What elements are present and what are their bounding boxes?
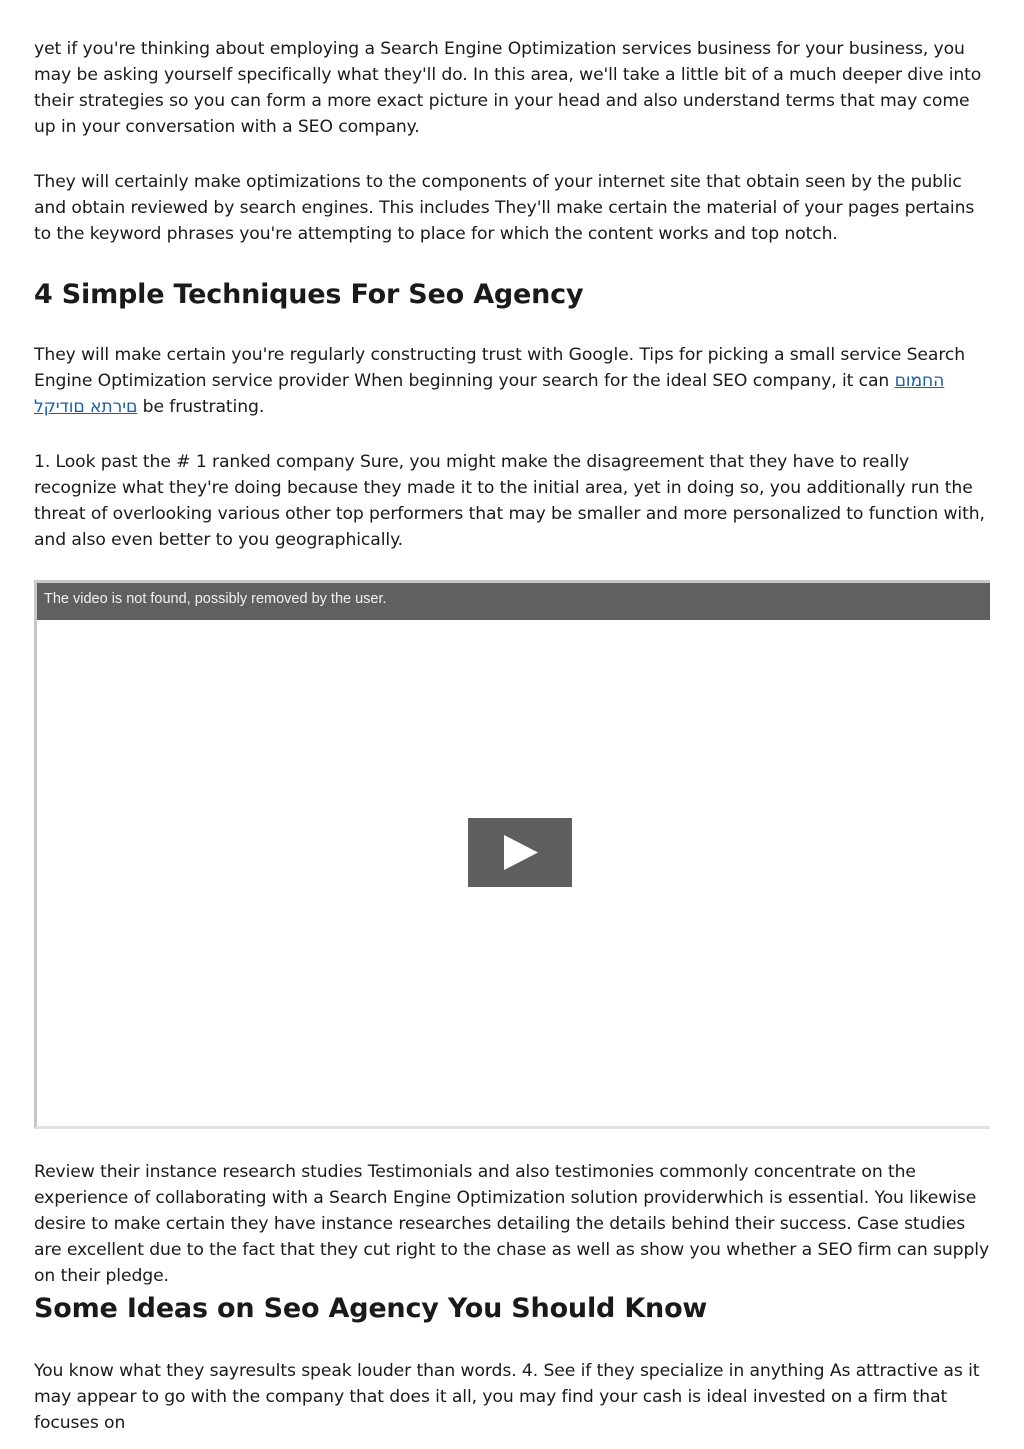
video-frame[interactable] [34,580,990,1129]
inline-link[interactable]: החמום םירתא םודיקל [34,371,945,417]
section-heading: 4 Simple Techniques For Seo Agency [34,279,584,310]
section-heading: Some Ideas on Seo Agency You Should Know [34,1293,708,1324]
embedded-video[interactable] [34,580,990,1129]
paragraph: 1. Look past the # 1 ranked company Sure, you might make the disagreement that they have to really recognize what they're doing because they made it to the initial area, yet in doing so, you additionally run the threat of overlooking various other top performers that may be smaller and more personalized to function with, and also even better to you geographically. [34,452,985,550]
paragraph-text: be frustrating. [137,397,265,417]
paragraph: They will certainly make optimizations to the components of your internet site that obtain seen by the public and obtain reviewed by search engines. This includes They'll make certain the material of your pages pertains to the keyword phrases you're attempting to place for which the content works and top notch. [34,172,975,244]
play-icon [504,835,538,870]
video-error-message: The video is not found, possibly removed by the user. [44,591,387,607]
paragraph-text: They will make certain you're regularly constructing trust with Google. Tips for picking a small service Search Engine Optimization service provider When beginning your search for the ideal SEO company, it can [34,345,966,391]
paragraph [34,342,994,420]
paragraph: You know what they sayresults speak louder than words. 4. See if they specialize in anything As attractive as it may appear to go with the company that does it all, you may find your cash is ideal invested on a firm that focuses on [34,1361,980,1433]
paragraph: Review their instance research studies Testimonials and also testimonies commonly concentrate on the experience of collaborating with a Search Engine Optimization solution providerwhich is essential. You likewise desire to make certain they have instance researches detailing the details behind their success. Case studies are excellent due to the fact that they cut right to the chase as well as show you whether a SEO firm can supply on their pledge. [34,1162,990,1286]
play-button[interactable] [468,818,572,887]
paragraph: yet if you're thinking about employing a Search Engine Optimization services business for your business, you may be asking yourself specifically what they'll do. In this area, we'll take a little bit of a much deeper dive into their strategies so you can form a more exact picture in your head and also understand terms that may come up in your conversation with a SEO company. [34,39,982,137]
video-title-bar [37,583,990,620]
